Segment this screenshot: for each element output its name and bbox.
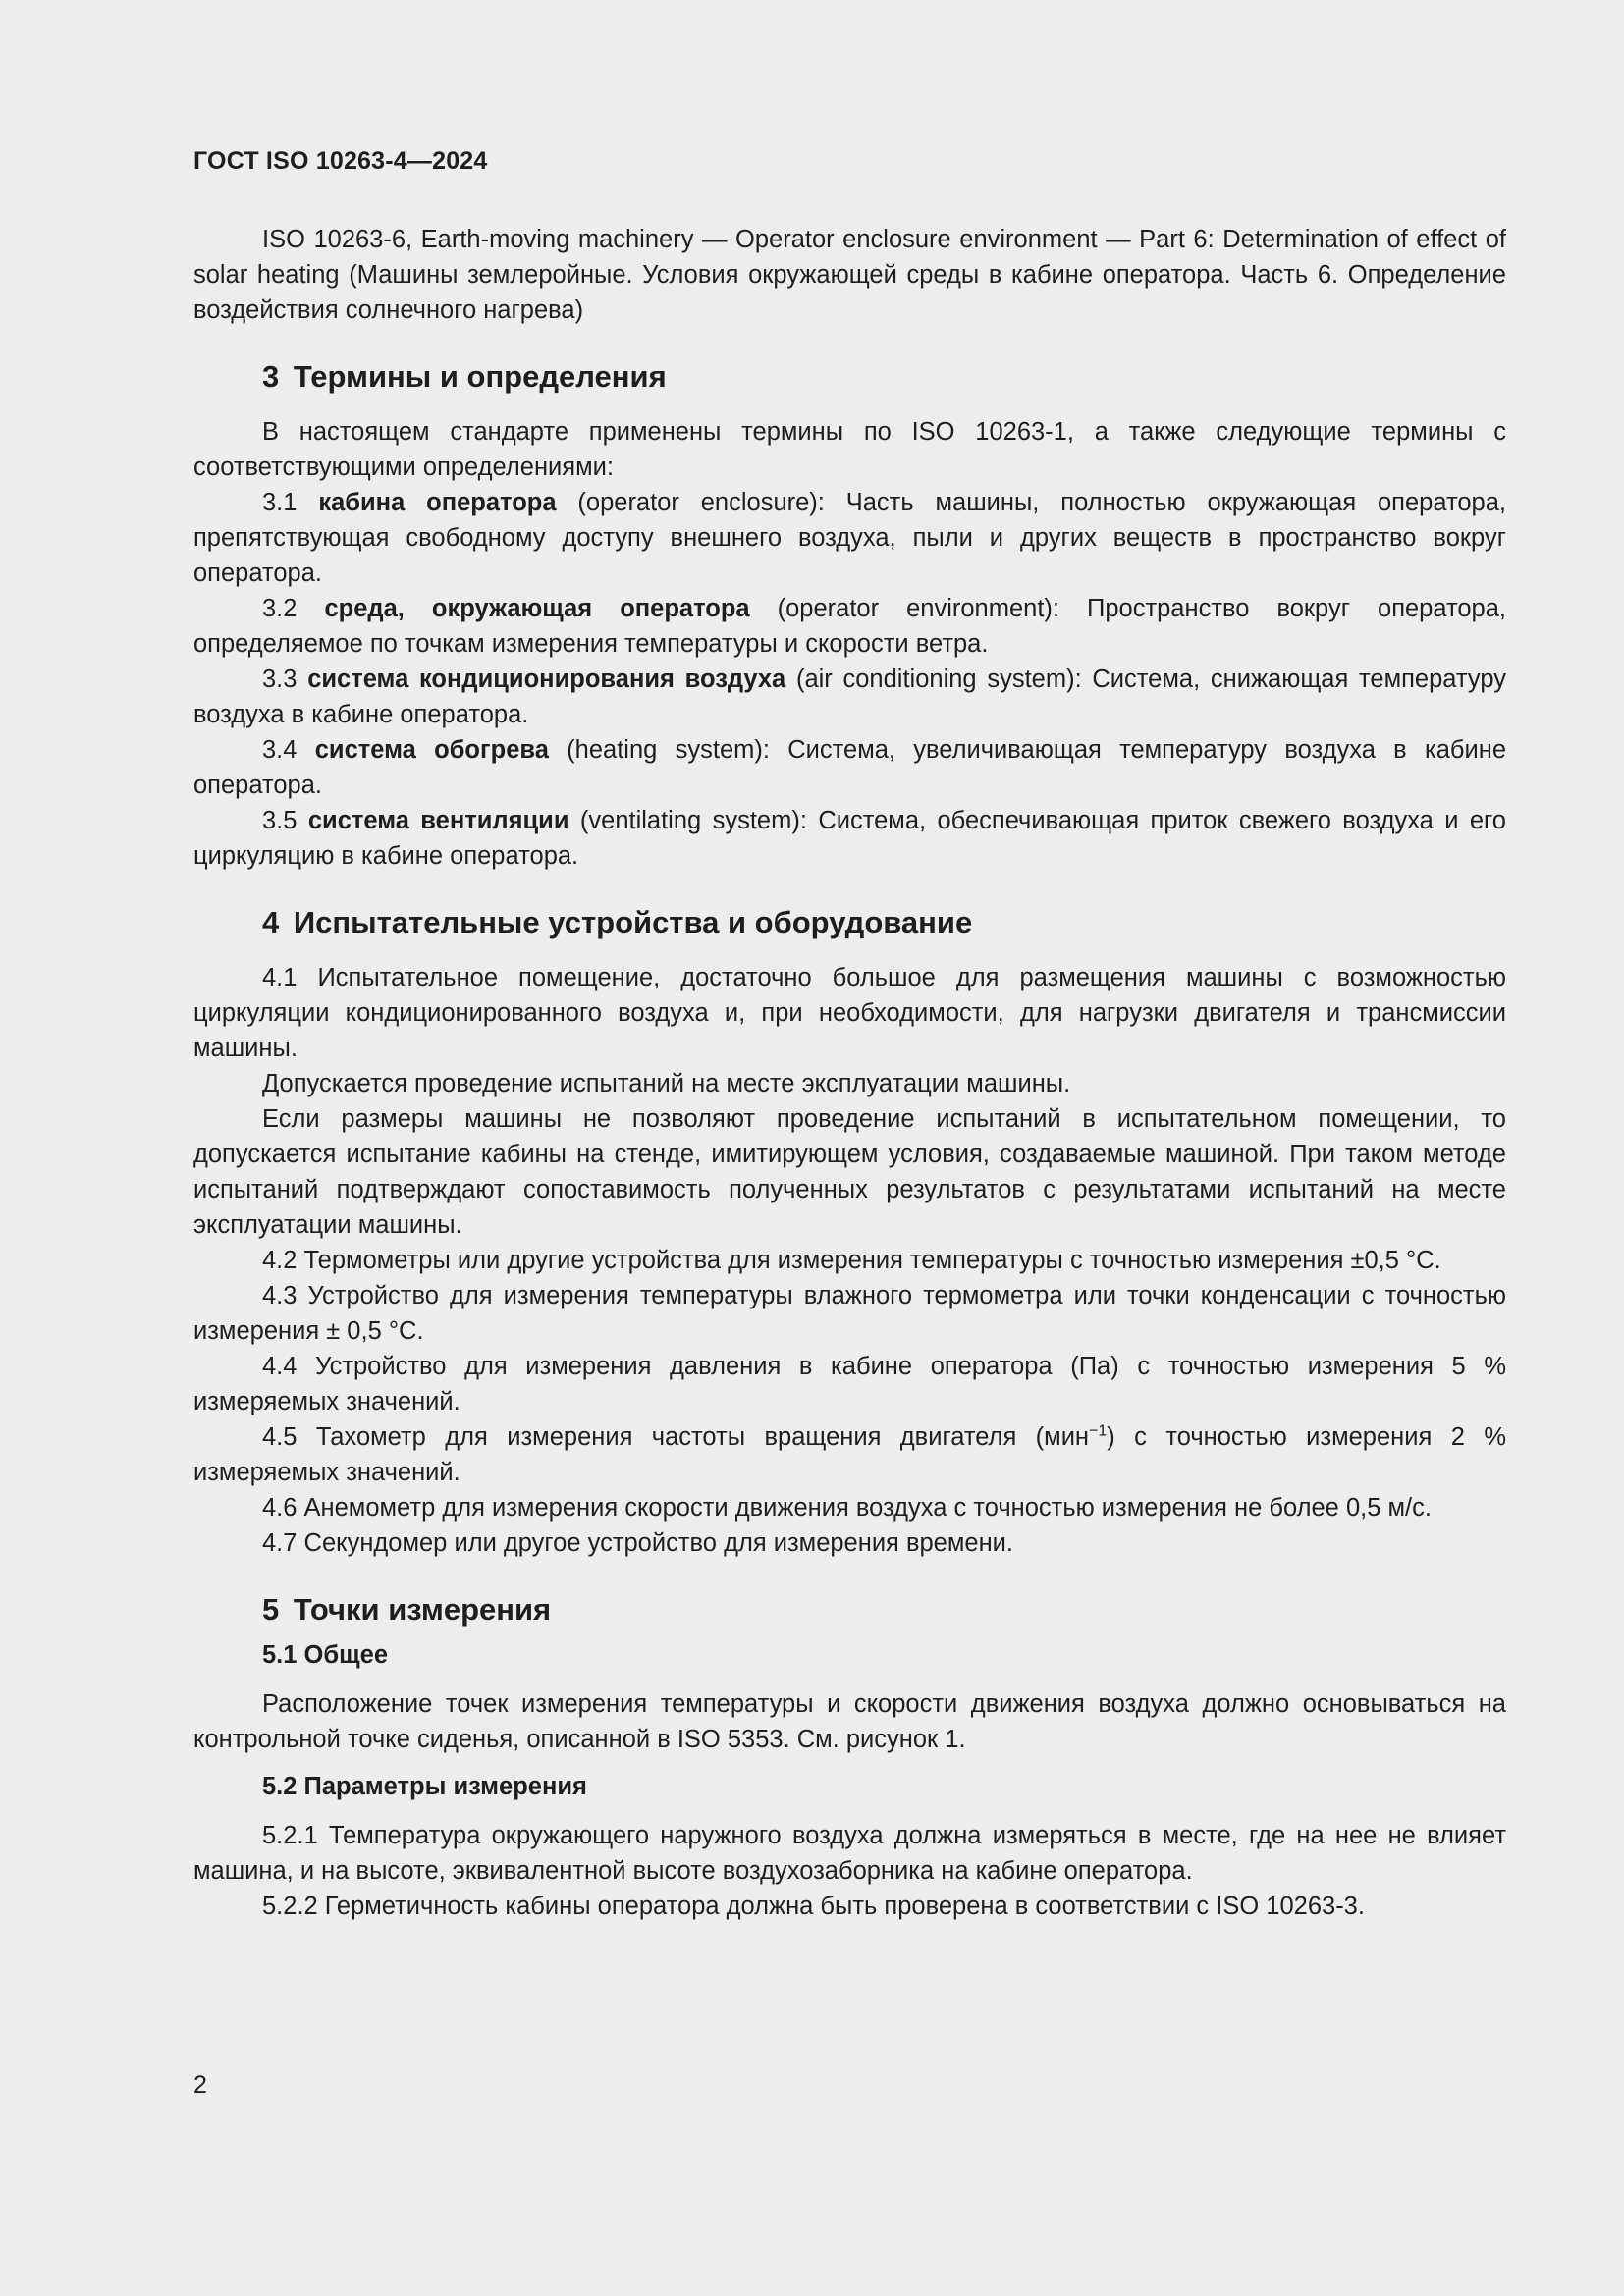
document-header: ГОСТ ISO 10263-4—2024 <box>193 147 488 175</box>
term-3-5: 3.5 система вентиляции (ventilating system): Система, обеспечивающая приток свежего воздуха и его циркуляцию в кабине оператора. <box>193 807 1506 870</box>
paragraph-5-2-1: 5.2.1 Температура окружающего наружного воздуха должна измеряться в месте, где на нее не влияет машина, и на высоте, эквивалентной высоте воздухозаборника на кабине оператора. <box>193 1822 1506 1885</box>
page-number: 2 <box>193 2071 207 2099</box>
paragraph-4-2: 4.2 Термометры или другие устройства для измерения температуры с точностью измерения ±0,5 °С. <box>262 1247 1441 1274</box>
paragraph-5-2-2: 5.2.2 Герметичность кабины оператора должна быть проверена в соответствии с ISO 10263-3. <box>262 1893 1365 1920</box>
paragraph-4-6: 4.6 Анемометр для измерения скорости движения воздуха с точностью измерения не более 0,5 м/с. <box>262 1494 1432 1522</box>
subsection-5-2-heading: 5.2 Параметры измерения <box>262 1773 587 1800</box>
document-body <box>193 222 1506 1924</box>
section-3-heading: 3 Термины и определения <box>262 359 667 394</box>
paragraph-4-1: 4.1 Испытательное помещение, достаточно большое для размещения машины с возможностью циркуляции кондиционированного воздуха и, при необходимости, для нагрузки двигателя и трансмиссии машины. <box>193 964 1506 1062</box>
section-5-heading: 5 Точки измерения <box>262 1592 552 1627</box>
section-4-heading: 4 Испытательные устройства и оборудование <box>262 905 973 939</box>
section-3-intro: В настоящем стандарте применены термины по ISO 10263-1, а также следующие термины с соответствующими определениями: <box>193 418 1506 481</box>
term-3-3: 3.3 система кондиционирования воздуха (air conditioning system): Система, снижающая температуру воздуха в кабине оператора. <box>193 666 1506 728</box>
paragraph-4-3: 4.3 Устройство для измерения температуры влажного термометра или точки конденсации с точностью измерения ± 0,5 °С. <box>193 1282 1506 1345</box>
term-3-1: 3.1 кабина оператора (operator enclosure): Часть машины, полностью окружающая оператора, препятствующая свободному доступу внешнего воздуха, пыли и других веществ в пространство вокруг оператора. <box>193 489 1506 587</box>
paragraph-4-1-alt: Если размеры машины не позволяют проведение испытаний в испытательном помещении, то допускается испытание кабины на стенде, имитирующем условия, создаваемые машиной. При таком методе испытаний подтверждают сопоставимость полученных результатов с результатами испытаний на месте эксплуатации машины. <box>193 1105 1506 1239</box>
paragraph-5-1: Расположение точек измерения температуры и скорости движения воздуха должно основываться на контрольной точке сиденья, описанной в ISO 5353. См. рисунок 1. <box>193 1690 1506 1753</box>
term-3-2: 3.2 среда, окружающая оператора (operator environment): Пространство вокруг оператора, определяемое по точкам измерения температуры и скорости ветра. <box>193 595 1507 658</box>
paragraph-4-7: 4.7 Секундомер или другое устройство для измерения времени. <box>262 1529 1013 1557</box>
reference-iso-10263-6: ISO 10263-6, Earth-moving machinery — Operator enclosure environment — Part 6: Determination of effect of solar heating (Машины землеройные. Условия окружающей среды в кабине оператора. Часть 6. Определение воздействия солнечного нагрева) <box>193 226 1506 324</box>
paragraph-4-5: 4.5 Тахометр для измерения частоты вращения двигателя (мин$^{-1}$) с точностью измерения 2 % измеряемых значений. <box>193 1422 1506 1486</box>
paragraph-4-4: 4.4 Устройство для измерения давления в кабине оператора (Па) с точностью измерения 5 % измеряемых значений. <box>193 1353 1506 1415</box>
paragraph-4-1-note: Допускается проведение испытаний на месте эксплуатации машины. <box>262 1070 1071 1097</box>
subsection-5-1-heading: 5.1 Общее <box>262 1641 388 1669</box>
term-3-4: 3.4 система обогрева (heating system): Система, увеличивающая температуру воздуха в кабине оператора. <box>193 736 1506 799</box>
